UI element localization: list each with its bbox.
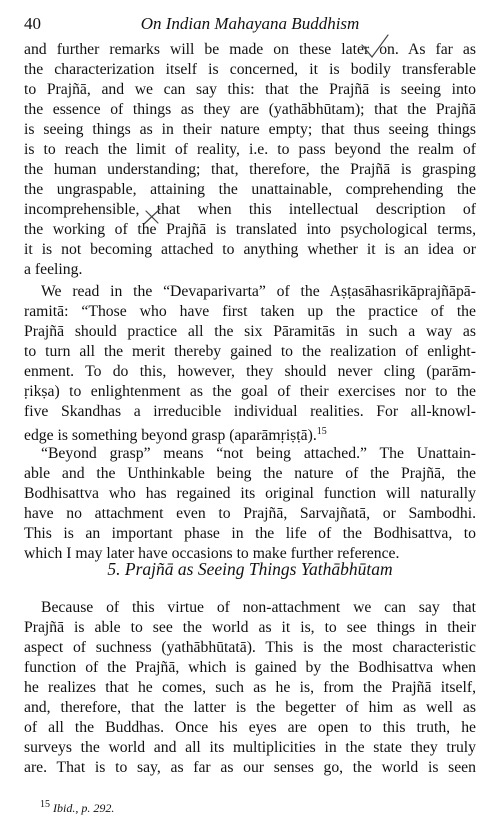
text-line: surveys the world and all its multiplicities in the state they truly bbox=[24, 739, 476, 756]
text-line: the essence of things as they are (yathābhūtam); that the Prajñā bbox=[24, 101, 476, 118]
footnote bbox=[40, 799, 114, 816]
text-line: ṛikṣa) to enlightenment as the goal of their exercises nor to the bbox=[24, 383, 476, 400]
text-line-with-footnote-ref bbox=[24, 422, 476, 445]
text-line: Prajñā should practice all the six Pāramitās in such a way as bbox=[24, 323, 476, 340]
text-line: the working of the Prajñā is translated into psychological terms, bbox=[24, 221, 476, 238]
running-title: On Indian Mahayana Buddhism bbox=[140, 14, 360, 33]
text-line: are. That is to say, as far as our senses go, the world is seen bbox=[24, 759, 476, 776]
text-line: is to reach the limit of reality, i.e. to pass beyond the realm of bbox=[24, 141, 476, 158]
section-heading: 5. Prajñā as Seeing Things Yathābhūtam bbox=[107, 559, 393, 579]
text-line: have no attachment even to Prajñā, Sarvajñatā, or Sambodhi. bbox=[24, 505, 476, 522]
text-line: enment. To do this, however, they should never cling (parām- bbox=[24, 363, 476, 380]
text-line: ramitā: “Those who have first taken up the practice of the bbox=[24, 303, 476, 320]
text-line: it is not becoming attached to anything whether it is an idea or bbox=[24, 241, 476, 258]
text-line: Bodhisattva who has regained its original function will naturally bbox=[24, 485, 476, 502]
text-line: the ungraspable, attaining the unattainable, comprehending the bbox=[24, 181, 476, 198]
text-line: the characterization itself is concerned, it is bodily transferable bbox=[24, 61, 476, 78]
text-line: “Beyond grasp” means “not being attached.” The Unattain- bbox=[41, 445, 476, 462]
footnote-marker: 15 bbox=[40, 799, 50, 810]
text-line: the human understanding; that, therefore, the Prajñā is grasping bbox=[24, 161, 476, 178]
text-line: We read in the “Devaparivarta” of the Aṣṭasāhasrikāprajñāpā- bbox=[41, 283, 476, 300]
text-line: to turn all the merit thereby gained to the realization of enlight- bbox=[24, 343, 476, 360]
text-line: This is an important phase in the life of the Bodhisattva, to bbox=[24, 525, 476, 542]
text-line: able and the Unthinkable being the nature of the Prajñā, the bbox=[24, 465, 476, 482]
text-line: edge is something beyond grasp (aparāmṛiṣṭā). bbox=[24, 427, 317, 445]
footnote-text: Ibid., p. 292. bbox=[53, 801, 115, 815]
page-header bbox=[24, 14, 476, 38]
text-line: he realizes that he comes, such as he is, from the Prajñā itself, bbox=[24, 679, 476, 696]
footnote-reference: 15 bbox=[316, 426, 327, 437]
text-line: is seeing things as in their nature empty; that thus seeing things bbox=[24, 121, 476, 138]
text-line: and further remarks will be made on these later on. As far as bbox=[24, 41, 476, 58]
text-line: function of the Prajñā, which is gained by the Bodhisattva when bbox=[24, 659, 476, 676]
text-line: and, therefore, that the latter is the begetter of him as well as bbox=[24, 699, 476, 716]
text-line: aspect of suchness (yathābhūtatā). This is the most characteristic bbox=[24, 639, 476, 656]
text-line: to Prajñā, and we can say this: that the Prajñā is seeing into bbox=[24, 81, 476, 98]
text-line: of all the Buddhas. Once his eyes are open to this truth, he bbox=[24, 719, 476, 736]
page-number: 40 bbox=[24, 14, 41, 33]
text-line: Because of this virtue of non-attachment we can say that bbox=[41, 599, 476, 616]
text-line: five Skandhas a irreducible individual realities. For all-knowl- bbox=[24, 403, 476, 420]
text-line: a feeling. bbox=[24, 261, 83, 278]
text-line: incomprehensible, that when this intellectual description of bbox=[24, 201, 476, 218]
text-line: which I may later have occasions to make further reference. bbox=[24, 545, 400, 562]
text-line: Prajñā is able to see the world as it is, to see things in their bbox=[24, 619, 476, 636]
